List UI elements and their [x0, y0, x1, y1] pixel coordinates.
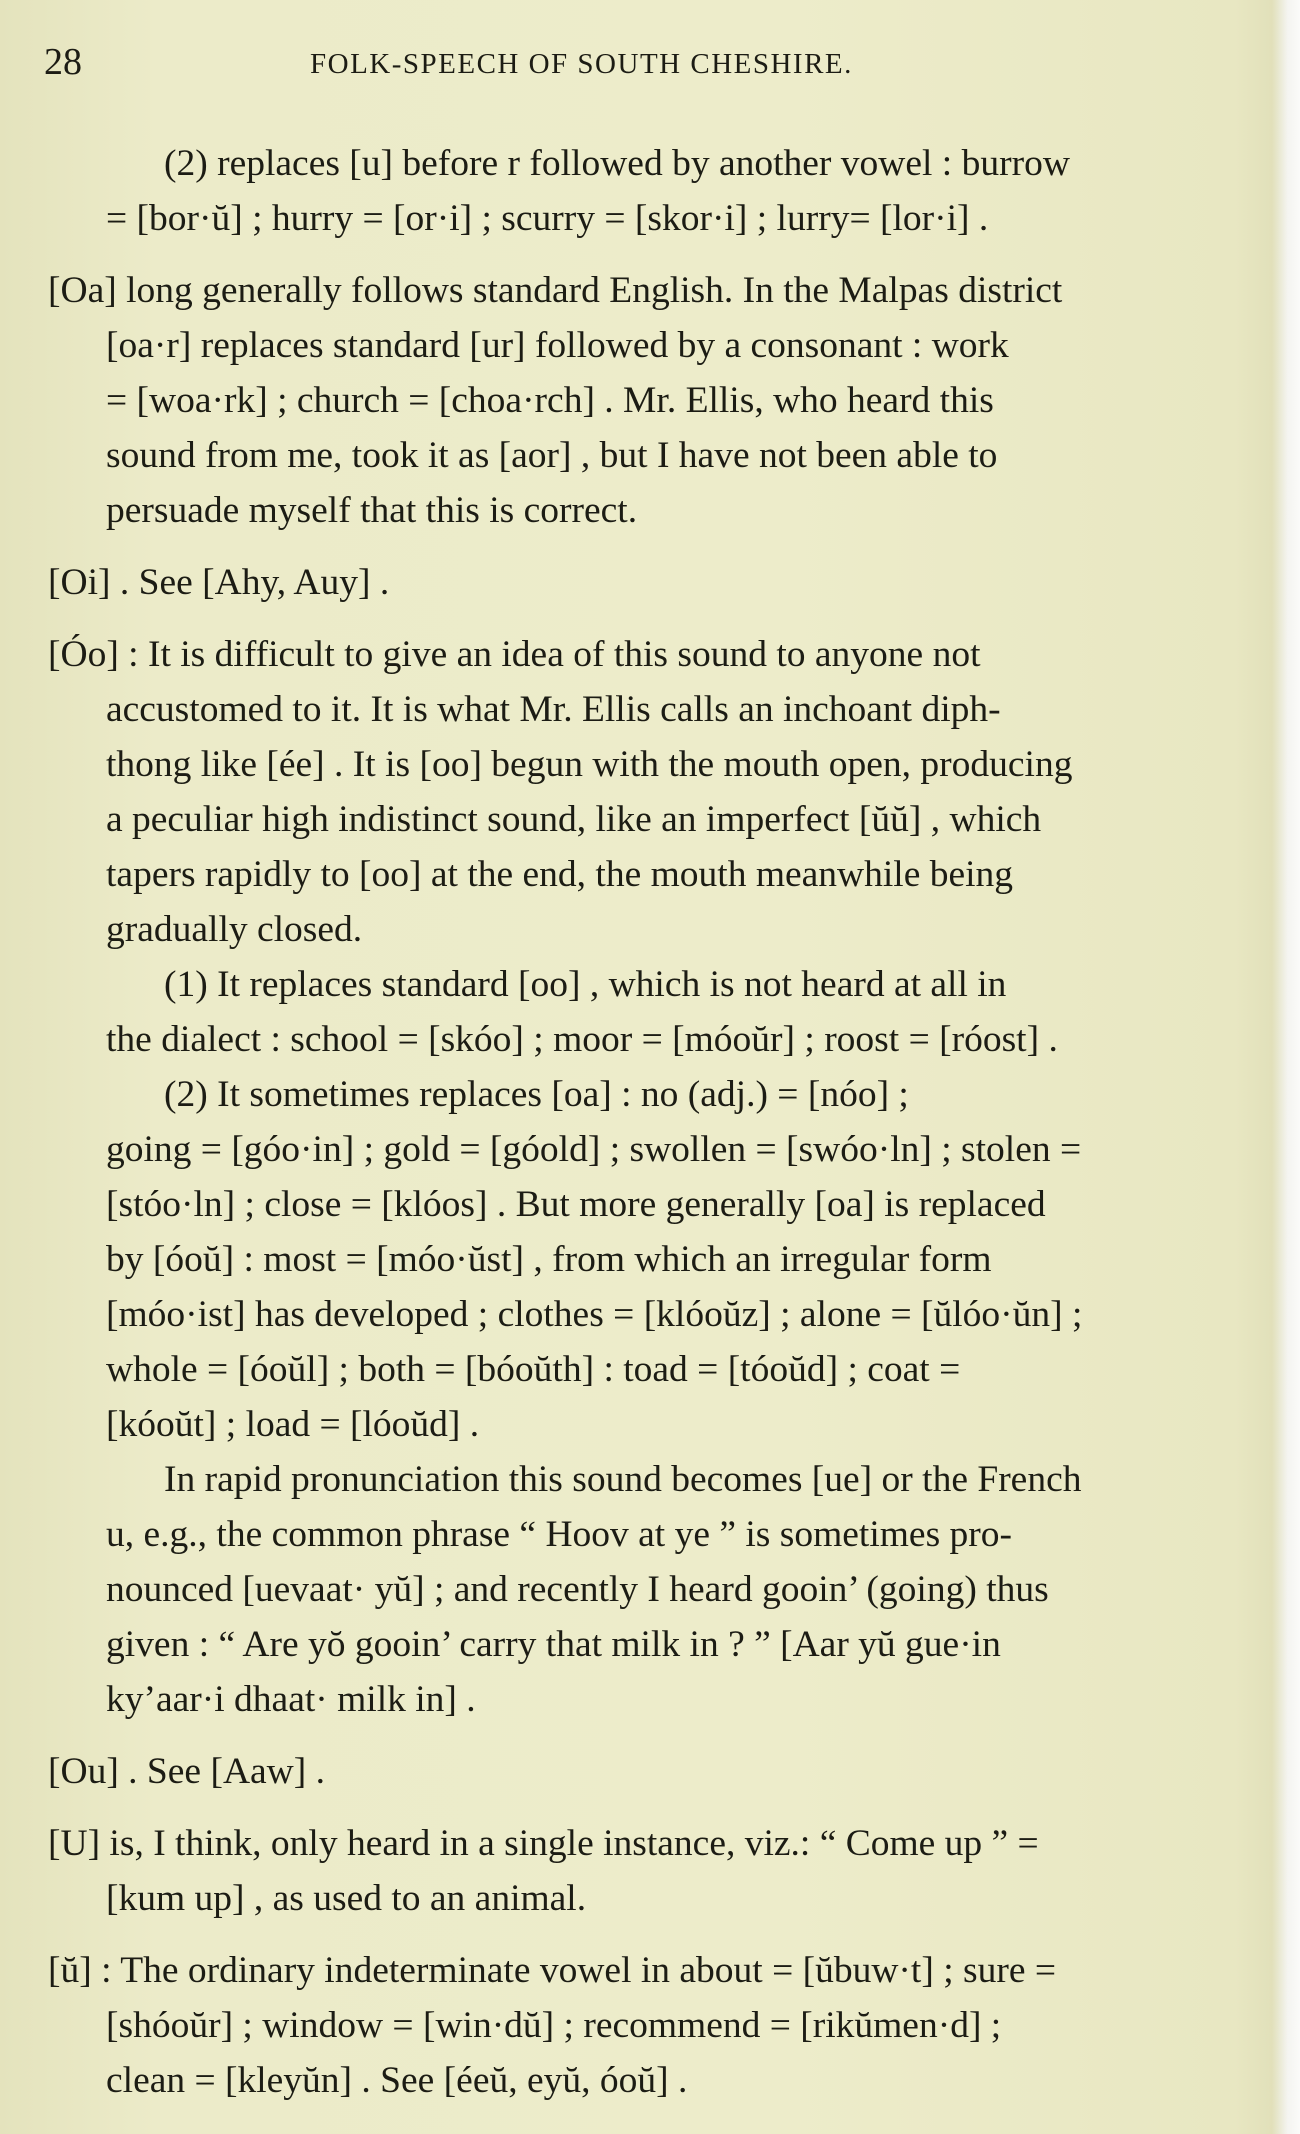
paragraph-oa — [48, 263, 1248, 538]
paragraph-oi — [48, 555, 1248, 610]
text-line: u, e.g., the common phrase “ Hoov at ye ” is sometimes pro- — [106, 1514, 1013, 1555]
text-line: sound from me, took it as [aor] , but I have not been able to — [106, 435, 998, 476]
text-line: [kóoŭt] ; load = [lóoŭd] . — [106, 1404, 480, 1445]
text-line: by [óoŭ] : most = [móo·ŭst] , from which an irregular form — [106, 1239, 992, 1280]
text-line: (2) It sometimes replaces [oa] : no (adj.) = [nóo] ; — [164, 1074, 909, 1115]
text-line: the dialect : school = [skóo] ; moor = [móoŭr] ; roost = [róost] . — [106, 1019, 1058, 1060]
body-text — [48, 136, 1248, 2108]
text-line: (2) replaces [u] before r followed by another vowel : burrow — [164, 143, 1070, 184]
text-line: [Óo] : It is difficult to give an idea of this sound to anyone not — [48, 634, 981, 675]
text-line: going = [góo·in] ; gold = [góold] ; swollen = [swóo·ln] ; stolen = — [106, 1129, 1082, 1170]
text-line: gradually closed. — [106, 909, 363, 950]
text-line: [Ou] . See [Aaw] . — [48, 1751, 325, 1792]
text-line: (1) It replaces standard [oo] , which is not heard at all in — [164, 964, 1007, 1005]
paragraph-ou — [48, 1744, 1248, 1799]
running-head: FOLK-SPEECH OF SOUTH CHESHIRE. — [310, 48, 853, 80]
text-line: ky’aar·i dhaat· milk in] . — [106, 1679, 476, 1720]
text-line: whole = [óoŭl] ; both = [bóoŭth] : toad = [tóoŭd] ; coat = — [106, 1349, 961, 1390]
paragraph-u — [48, 1816, 1248, 1926]
text-line: [ŭ] : The ordinary indeterminate vowel in about = [ŭbuw·t] ; sure = — [48, 1950, 1056, 1991]
paragraph-u-2 — [48, 136, 1248, 246]
page-number: 28 — [44, 41, 82, 83]
text-line: a peculiar high indistinct sound, like an imperfect [ŭŭ] , which — [106, 799, 1042, 840]
text-line: thong like [ée] . It is [oo] begun with the mouth open, producing — [106, 744, 1073, 785]
text-line: [oa·r] replaces standard [ur] followed by a consonant : work — [106, 325, 1009, 366]
paragraph-u-breve — [48, 1943, 1248, 2108]
text-line: tapers rapidly to [oo] at the end, the mouth meanwhile being — [106, 854, 1014, 895]
text-line: given : “ Are yŏ gooin’ carry that milk in ? ” [Aar yŭ gue·in — [106, 1624, 1001, 1665]
paragraph-oo — [48, 627, 1248, 957]
paragraph-oo-3 — [48, 1452, 1248, 1727]
text-line: [Oi] . See [Ahy, Auy] . — [48, 562, 390, 603]
text-line: [U] is, I think, only heard in a single instance, viz.: “ Come up ” = — [48, 1823, 1039, 1864]
page-edge — [1272, 0, 1300, 2134]
text-line: = [bor·ŭ] ; hurry = [or·i] ; scurry = [skor·i] ; lurry= [lor·i] . — [106, 198, 989, 239]
paragraph-oo-2 — [48, 1067, 1248, 1452]
text-line: [Oa] long generally follows standard English. In the Malpas district — [48, 270, 1063, 311]
text-line: persuade myself that this is correct. — [106, 490, 638, 531]
text-line: [kum up] , as used to an animal. — [106, 1878, 587, 1919]
paragraph-oo-1 — [48, 957, 1248, 1067]
text-line: In rapid pronunciation this sound becomes [ue] or the French — [164, 1459, 1082, 1500]
page-header — [0, 40, 1300, 90]
text-line: [móo·ist] has developed ; clothes = [klóoŭz] ; alone = [ŭlóo·ŭn] ; — [106, 1294, 1083, 1335]
text-line: = [woa·rk] ; church = [choa·rch] . Mr. Ellis, who heard this — [106, 380, 994, 421]
text-line: clean = [kleyŭn] . See [éeŭ, eyŭ, óoŭ] . — [106, 2060, 688, 2101]
text-line: accustomed to it. It is what Mr. Ellis calls an inchoant diph- — [106, 689, 1001, 730]
text-line: nounced [uevaat· yŭ] ; and recently I heard gooin’ (going) thus — [106, 1569, 1049, 1610]
text-line: [stóo·ln] ; close = [klóos] . But more generally [oa] is replaced — [106, 1184, 1046, 1225]
text-line: [shóoŭr] ; window = [win·dŭ] ; recommend = [rikŭmen·d] ; — [106, 2005, 1002, 2046]
